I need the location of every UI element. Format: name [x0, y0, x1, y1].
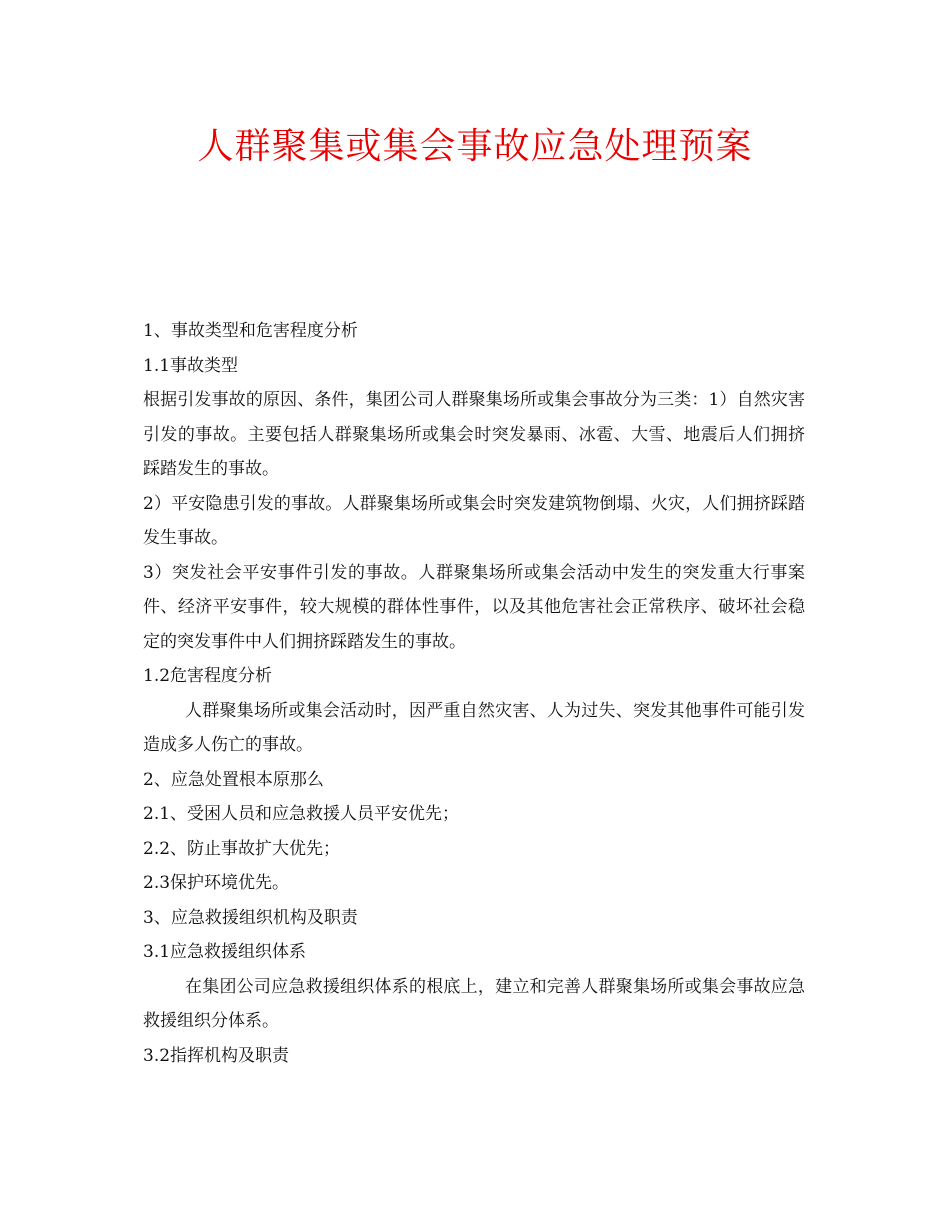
list-item: 2.2、防止事故扩大优先；	[143, 838, 341, 859]
heading-3: 3、应急救援组织机构及职责	[143, 907, 358, 928]
heading-2: 2、应急处置根本原那么	[143, 769, 324, 790]
list-item: 2.3保护环境优先。	[143, 873, 290, 893]
paragraph: 人群聚集场所或集会活动时，因严重自然灾害、人为过失、突发其他事件可能引发造成多人伤亡的事故。	[143, 700, 805, 755]
list-item: 2.1、受困人员和应急救援人员平安优先；	[143, 804, 460, 824]
heading-1-1: 1.1事故类型	[143, 355, 239, 376]
heading-1-2: 1.2危害程度分析	[143, 666, 273, 686]
heading-1: 1、事故类型和危害程度分析	[143, 321, 358, 341]
heading-3-2: 3.2指挥机构及职责	[143, 1045, 290, 1066]
heading-3-1: 3.1应急救援组织体系	[143, 942, 307, 962]
paragraph: 在集团公司应急救援组织体系的根底上，建立和完善人群聚集场所或集会事故应急救援组织分体系。	[143, 976, 805, 1031]
paragraph: 2）平安隐患引发的事故。人群聚集场所或集会时突发建筑物倒塌、火灾，人们拥挤踩踏发生事故。	[143, 493, 805, 548]
document-title: 人群聚集或集会事故应急处理预案	[197, 126, 753, 167]
document-body	[143, 314, 805, 1073]
paragraph: 3）突发社会平安事件引发的事故。人群聚集场所或集会活动中发生的突发重大行事案件、经济平安事件，较大规模的群体性事件，以及其他危害社会正常秩序、破坏社会稳定的突发事件中人们拥挤踩踏发生的事故。	[143, 562, 805, 652]
paragraph: 根据引发事故的原因、条件，集团公司人群聚集场所或集会事故分为三类：1）自然灾害引发的事故。主要包括人群聚集场所或集会时突发暴雨、冰雹、大雪、地震后人们拥挤踩踏发生的事故。	[143, 390, 805, 479]
